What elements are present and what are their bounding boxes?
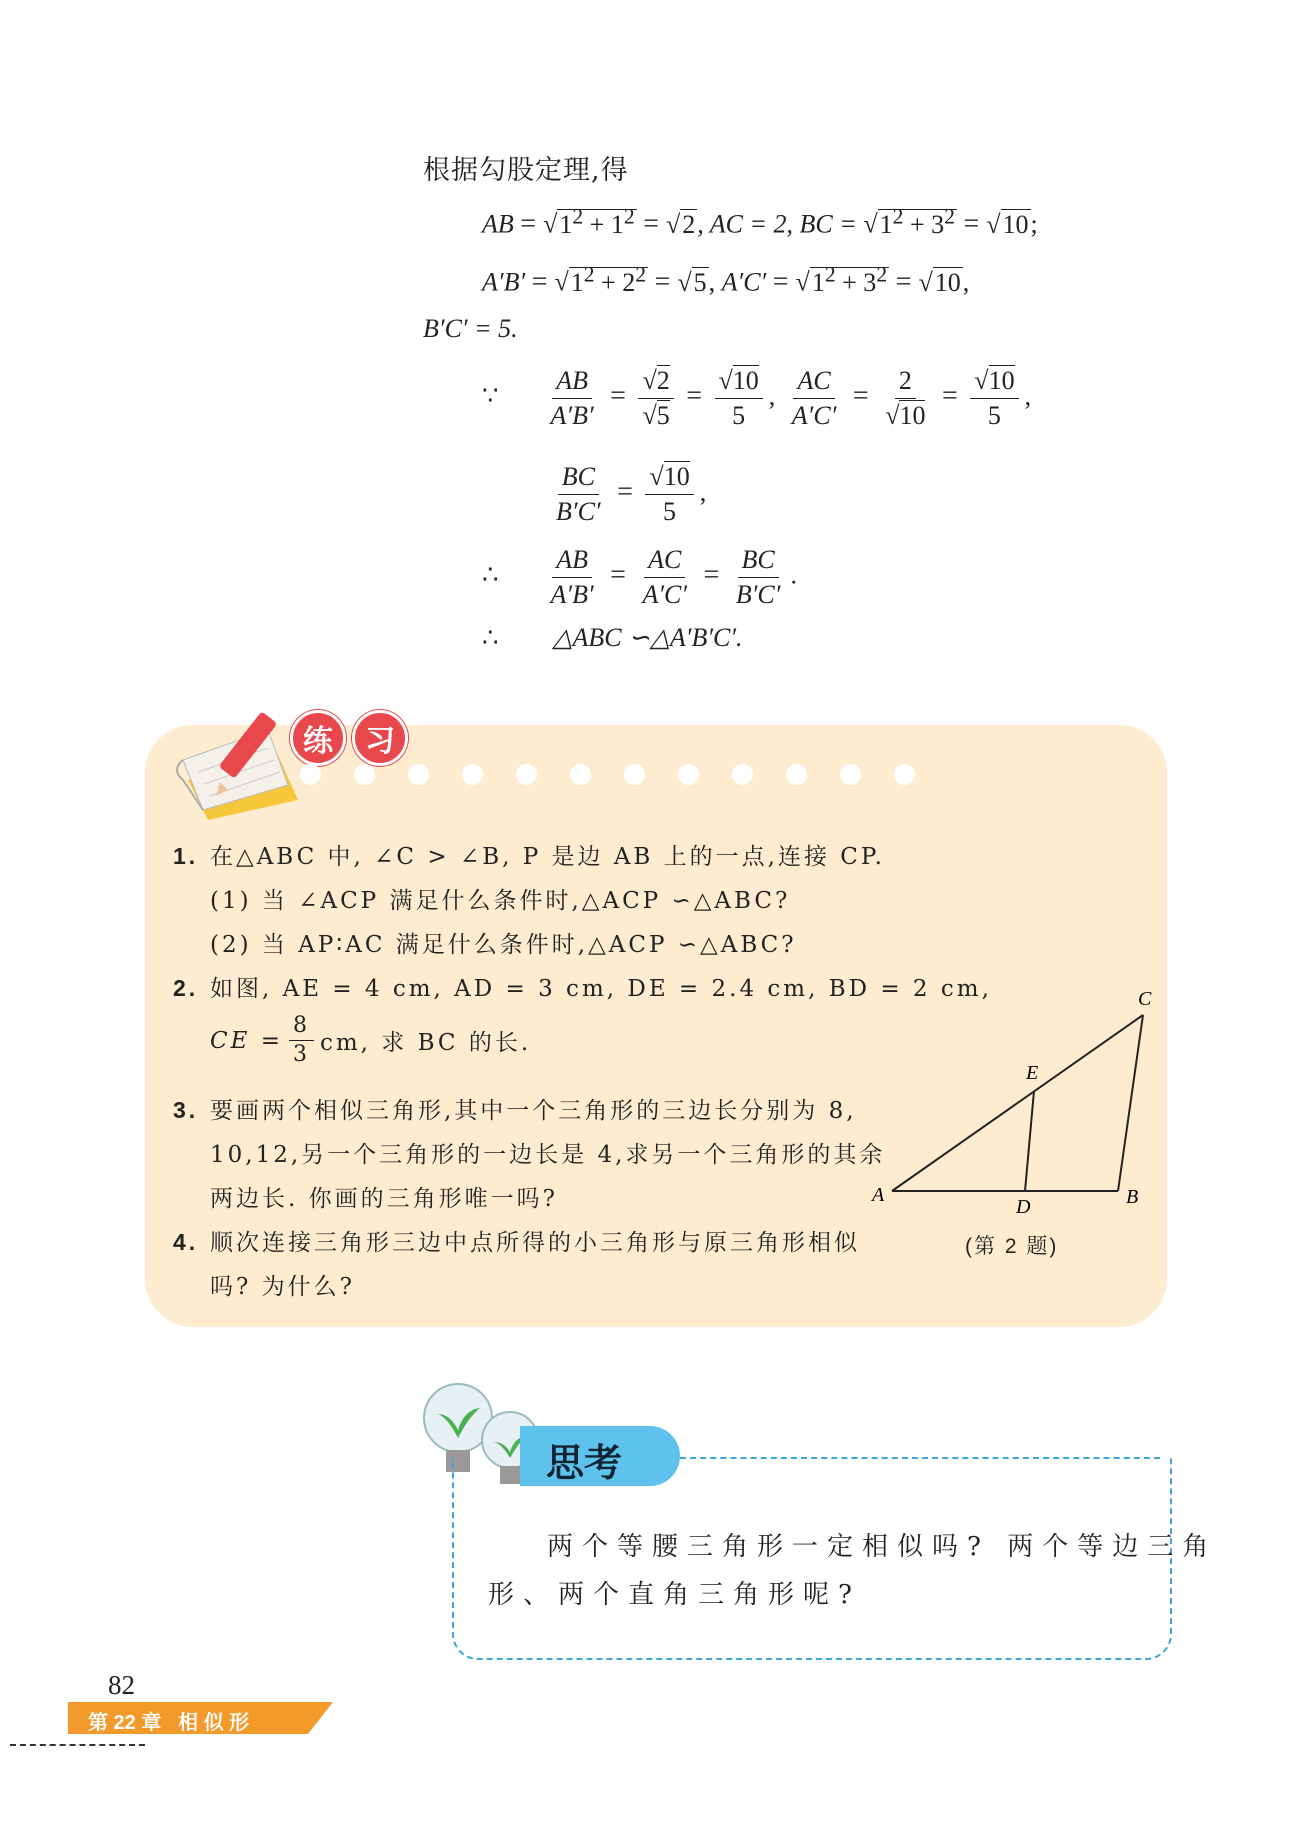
think-line-1: 两个等腰三角形一定相似吗? 两个等边三角 <box>547 1532 1218 1562</box>
sqrt-1-2: $√1^2 + 2^2$ <box>554 262 647 297</box>
therefore-symbol-1: ∴ <box>482 560 499 590</box>
exercise-4: 4. 顺次连接三角形三边中点所得的小三角形与原三角形相似 <box>173 1229 860 1256</box>
exercise-title-circle-1: 练 <box>290 710 346 766</box>
sqrt-1-3: $√1^2 + 3^2$ <box>863 204 955 239</box>
sqrt-10-a: √10 <box>986 209 1029 239</box>
conclusion-line <box>482 623 743 653</box>
vertex-label-b: B <box>1126 1186 1139 1208</box>
footer-dashed-line <box>10 1744 145 1746</box>
equation-ab: AB = $√1^2 + 1^2 = √2$, AC = 2, BC = $√1^2 + 3^2 = √10$; <box>482 204 1038 240</box>
sqrt-10-b: √10 <box>918 267 961 297</box>
chapter-label: 第 22 章 相 似 形 <box>88 1712 250 1734</box>
vertex-label-a: A <box>872 1184 885 1206</box>
triangle-figure <box>868 985 1168 1215</box>
bc-ratio-line: $\frac{BC}{B'C'}$ = $\frac{√10}{5}$ , <box>556 462 707 526</box>
proof-intro: 根据勾股定理,得 <box>423 155 629 186</box>
sqrt-2: √2 <box>665 209 696 239</box>
exercise-title-circle-2: 习 <box>352 710 408 766</box>
equation-bpcp: B′C′ = 5. <box>423 314 518 343</box>
proof-section <box>0 0 1303 680</box>
sqrt-1-3-b: $√1^2 + 3^2$ <box>795 262 888 297</box>
exercise-1: 1. 在△ABC 中, ∠C > ∠B, P 是边 AB 上的一点,连接 CP. <box>173 843 885 870</box>
label-apcp: A′C′ <box>721 267 767 297</box>
vertex-label-e: E <box>1026 1062 1039 1084</box>
label-ab: AB <box>482 209 514 239</box>
ac-bc-text: , AC = 2, BC = <box>697 209 857 239</box>
exercise-3-2: 10,12,另一个三角形的一边长是 4,求另一个三角形的其余 <box>210 1142 886 1168</box>
therefore-ratio-line: ∴ $\frac{AB}{A'B'}$ = $\frac{AC}{A'C'}$ = $\frac{BC}{B'C'}$ . <box>482 545 797 609</box>
think-title: 思考 <box>546 1441 623 1485</box>
conclusion-text: △ABC ∽△A′B′C′. <box>552 623 743 652</box>
exercise-1-2: (2) 当 AP∶AC 满足什么条件时,△ACP ∽△ABC? <box>210 932 797 958</box>
vertex-label-d: D <box>1016 1196 1031 1215</box>
exercise-title <box>290 710 408 766</box>
vertex-label-c: C <box>1138 988 1152 1010</box>
therefore-symbol-2: ∴ <box>482 623 499 652</box>
exercise-4-2: 吗? 为什么? <box>210 1274 355 1300</box>
page-number: 82 <box>108 1670 135 1700</box>
exercise-2: 2. 如图, AE = 4 cm, AD = 3 cm, DE = 2.4 cm, BD = 2 cm, <box>173 975 992 1002</box>
figure-caption: (第 2 题) <box>965 1235 1059 1258</box>
sqrt-5: √5 <box>677 267 707 297</box>
because-line: ∵ $\frac{AB}{A'B'}$ = $\frac{√2}{√5}$ = $\frac{√10}{5}$ , $\frac{AC}{A'C'}$ = $\frac{2}{√10}$ = $\frac{√10}{5}$ , <box>482 366 1032 430</box>
decorative-dots <box>300 764 915 785</box>
exercise-1-1: (1) 当 ∠ACP 满足什么条件时,△ACP ∽△ABC? <box>210 888 791 914</box>
ce-fraction: $\frac{8}{3}$ <box>289 1012 314 1069</box>
because-symbol: ∵ <box>482 381 499 411</box>
think-line-2: 形、两个直角三角形呢? <box>488 1580 861 1610</box>
exercise-3: 3. 要画两个相似三角形,其中一个三角形的三边长分别为 8, <box>173 1097 857 1124</box>
label-apbp: A′B′ <box>482 267 526 297</box>
exercise-3-3: 两边长. 你画的三角形唯一吗? <box>210 1186 558 1212</box>
equation-apbp: $A'B' = √1^2 + 2^2 = √5$, $A'C' = √1^2 + 3^2 = √10$, <box>482 262 970 298</box>
exercise-2-ce: CE = $\frac{8}{3}$ cm, 求 BC 的长. <box>210 1013 532 1067</box>
sqrt-1-1: $√1^2 + 1^2$ <box>543 204 635 239</box>
